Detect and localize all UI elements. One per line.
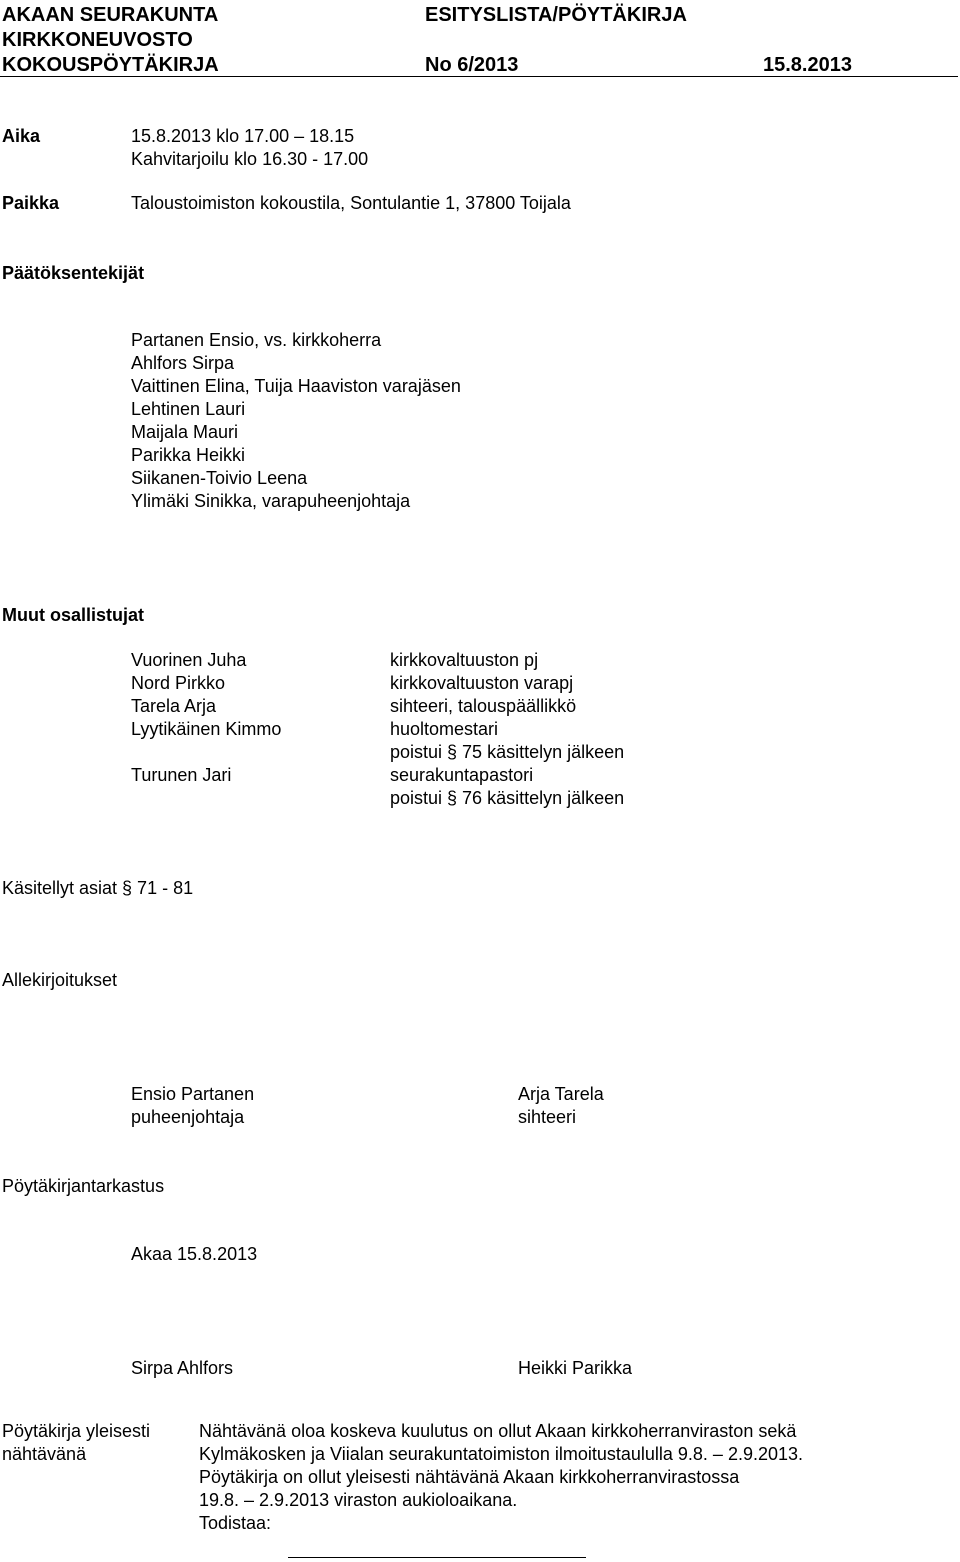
participant-role: poistui § 75 käsittelyn jälkeen [390,742,625,762]
public-label-line: nähtävänä [2,1444,87,1464]
paikka-label: Paikka [2,193,60,213]
document-type: ESITYSLISTA/PÖYTÄKIRJA [425,4,687,26]
chair-role: puheenjohtaja [131,1107,245,1127]
member-item: Lehtinen Lauri [131,399,246,419]
participant-name: Vuorinen Juha [131,650,247,670]
aika-label: Aika [2,126,41,146]
participant-role: huoltomestari [390,719,499,739]
member-item: Maijala Mauri [131,422,239,442]
member-item: Siikanen-Toivio Leena [131,468,308,488]
public-label [2,1420,150,1466]
aika-line: 15.8.2013 klo 17.00 – 18.15 [131,126,355,146]
member-item: Partanen Ensio, vs. kirkkoherra [131,330,382,350]
participant-names [131,649,281,787]
secretary-role: sihteeri [518,1107,577,1127]
reviewer-1: Sirpa Ahlfors [131,1358,234,1378]
review-label: Pöytäkirjantarkastus [2,1176,165,1196]
participant-roles [390,649,624,810]
aika-values [131,125,368,171]
participant-name: Nord Pirkko [131,673,226,693]
body-name: KIRKKONEUVOSTO [2,29,193,51]
public-text-line: Pöytäkirja on ollut yleisesti nähtävänä Akaan kirkkoherranvirastossa [199,1467,740,1487]
paikka-value: Taloustoimiston kokoustila, Sontulantie 1, 37800 Toijala [131,193,571,213]
member-item: Parikka Heikki [131,445,246,465]
signature-line [288,1557,586,1558]
participant-spacer [131,741,281,764]
public-label-line: Pöytäkirja yleisesti [2,1421,151,1441]
participant-role: sihteeri, talouspäällikkö [390,696,577,716]
participant-role: poistui § 76 käsittelyn jälkeen [390,788,625,808]
chair-name: Ensio Partanen [131,1084,255,1104]
minutes-label: KOKOUSPÖYTÄKIRJA [2,54,219,76]
handled-items: Käsitellyt asiat § 71 - 81 [2,878,194,898]
public-text-line: Kylmäkosken ja Viialan seurakuntatoimiston ilmoitustaululla 9.8. – 2.9.2013. [199,1444,804,1464]
public-text [199,1420,803,1535]
signatures-label: Allekirjoitukset [2,970,118,990]
participant-name: Turunen Jari [131,765,232,785]
public-text-line: Todistaa: [199,1513,272,1533]
participant-role: seurakuntapastori [390,765,534,785]
secretary-signature [518,1083,604,1129]
participant-name: Lyytikäinen Kimmo [131,719,282,739]
participant-role: kirkkovaltuuston varapj [390,673,574,693]
decision-makers-label: Päätöksentekijät [2,263,145,283]
participant-role: kirkkovaltuuston pj [390,650,539,670]
public-text-line: 19.8. – 2.9.2013 viraston aukioloaikana. [199,1490,518,1510]
org-name: AKAAN SEURAKUNTA [2,4,219,26]
member-item: Ylimäki Sinikka, varapuheenjohtaja [131,491,411,511]
other-participants-label: Muut osallistujat [2,605,145,625]
chair-signature [131,1083,254,1129]
member-item: Vaittinen Elina, Tuija Haaviston varajäsen [131,376,461,396]
header-divider [0,76,958,77]
participant-name: Tarela Arja [131,696,217,716]
review-place-date: Akaa 15.8.2013 [131,1244,258,1264]
decision-makers-list [131,329,461,513]
member-item: Ahlfors Sirpa [131,353,235,373]
reviewer-2: Heikki Parikka [518,1358,633,1378]
secretary-name: Arja Tarela [518,1084,604,1104]
public-text-line: Nähtävänä oloa koskeva kuulutus on ollut Akaan kirkkoherranviraston sekä [199,1421,797,1441]
minutes-date: 15.8.2013 [763,54,852,76]
minutes-number: No 6/2013 [425,54,519,76]
aika-line: Kahvitarjoilu klo 16.30 - 17.00 [131,149,369,169]
